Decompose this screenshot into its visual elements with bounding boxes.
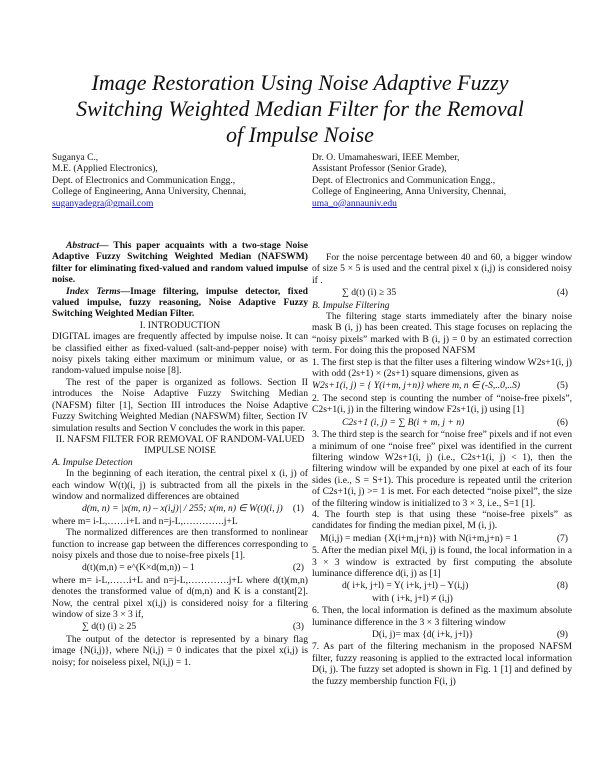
index-terms: Index Terms—Image filtering, impulse detector, fixed valued impulse, fuzzy reasoning, Noise Adaptive Fuzzy Switching Weighted Median Filter. bbox=[52, 285, 308, 320]
subsection-heading: B. Impulse Filtering bbox=[312, 299, 390, 311]
paragraph: where m= i-L,……i+L and n=j-L,………….j+L bbox=[52, 515, 238, 527]
step-3: 3. The third step is the search for “noise free” pixels and if not even a minimum of one “noise free” pixel was identified in the current filtering window W2s+1(i, j) (i.e., C2s+1(i, j) < 1), then the filtering window will be expanded by one pixel at each of its four sides (i.e., S = S+1). This procedure is repeated until the criterion of C2s+1(i, j) >= 1 is met. For each detected “noise pixel”, the size of the filtering window is initialized to 3 × 3, i.e., S=1 [1]. bbox=[312, 429, 572, 509]
author-name: Dr. O. Umamaheswari, IEEE Member, bbox=[312, 153, 460, 163]
paragraph: The filtering stage starts immediately after the binary noise mask B (i, j) has been created. This stage focuses on replacing the “noisy pixels” marked with B (i, j) = 0 by an estimated correction term. For doing this the proposed NAFSM bbox=[312, 311, 572, 357]
step-5: 5. After the median pixel M(i, j) is found, the local information in a 3 × 3 window is extracted by first computing the absolute luminance difference d(i, j) as [1] bbox=[312, 545, 572, 579]
equation-3: ∑ d(t) (i) ≥ 25 (3) bbox=[82, 621, 304, 633]
step-1: 1. The first step is that the filter uses a filtering window W2s+1(i, j) with odd (2s+1) × (2s+1) square dimensions, given as bbox=[312, 356, 572, 380]
author-email-link[interactable]: suganyadegra@gmail.com bbox=[52, 198, 154, 209]
equation-7: M(i,j) = median {X(i+m,j+n)} with N(i+m,j+n) = 1 (7) bbox=[320, 532, 568, 544]
paragraph: DIGITAL images are frequently affected by impulse noise. It can be classified either as fixed-valued (salt-and-pepper noise) with noisy pixels taking either maximum or minimum value, or as random-valued impulse noise [8]. bbox=[52, 331, 308, 377]
abstract: Abstract— This paper acquaints with a two-stage Noise Adaptive Fuzzy Switching Weighted Median (NAFSWM) filter for eliminating fixed-valued and random valued impulse noise. bbox=[52, 240, 308, 286]
paragraph: The rest of the paper is organized as follows. Section II introduces the Noise Adaptive Fuzzy Switching Median (NAFSM) filter [1], Section III introduces the Noise Adaptive Fuzzy Switching Weighted Median (NAFSWM) filter, Section IV simulation results and Section V concludes the work in this paper. bbox=[52, 376, 308, 434]
section-heading: I. INTRODUCTION bbox=[139, 319, 221, 331]
title-line-3: of Impulse Noise bbox=[226, 122, 374, 147]
equation-6: C2s+1 (i, j) = ∑ B(i + m, j + n) (6) bbox=[342, 416, 568, 428]
step-2: 2. The second step is counting the number of “noise-free pixels”, C2s+1(i, j) in the filtering window F2s+1(i, j) using [1] bbox=[312, 392, 572, 416]
author-degree: M.E. (Applied Electronics), bbox=[52, 164, 158, 175]
equation-9: D(i, j)= max {d( i+k, j+l)} (9) bbox=[372, 629, 568, 640]
author-dept: Dept. of Electronics and Communication Engg., bbox=[312, 175, 496, 186]
column-spacer bbox=[312, 192, 572, 252]
equation-2: d(t)(m,n) = e^(K×d(m,n)) – 1 (2) bbox=[82, 562, 304, 574]
author-role: Assistant Professor (Senior Grade), bbox=[312, 164, 447, 175]
equation-4: ∑ d(t) (i) ≥ 35 (4) bbox=[342, 287, 568, 299]
equation-1: d(m, n) = |x(m, n) – x(i,j)| / 255; x(m, n) ∈ W(t)(i, j) (1) bbox=[82, 503, 304, 515]
right-column bbox=[312, 192, 572, 687]
author-email-link[interactable]: uma_o@annauniv.edu bbox=[312, 198, 397, 209]
paragraph: The output of the detector is represented by a binary flag image {N(i,j)}, where N(i,j) = 0 indicates that the pixel x(i,j) is noisy; for noiseless pixel, N(i,j) = 1. bbox=[52, 633, 308, 668]
paragraph: In the beginning of each iteration, the central pixel x (i, j) of each window W(t)(i, j) is subtracted from all the pixels in the window and normalized differences are obtained bbox=[52, 468, 308, 502]
subsection-heading: A. Impulse Detection bbox=[52, 456, 133, 468]
step-4: 4. The fourth step is that using these “noise-free pixels” as candidates for finding the median pixel, M (i, j). bbox=[312, 508, 572, 532]
paragraph: The normalized differences are then transformed to nonlinear function to increase gap between the differences corresponding to noisy pixels and those due to noise-free pixels [1]. bbox=[52, 527, 308, 561]
paper-title bbox=[40, 70, 560, 148]
section-heading: II. NAFSM FILTER FOR REMOVAL OF RANDOM-VALUED IMPULSE NOISE bbox=[55, 433, 305, 457]
equation-8-condition: with ( i+k, j+l) ≠ (i,j) bbox=[372, 592, 453, 604]
step-6: 6. Then, the local information is defined as the maximum absolute luminance difference in the 3 × 3 filtering window bbox=[312, 605, 572, 628]
title-line-1: Image Restoration Using Noise Adaptive Fuzzy bbox=[91, 70, 509, 95]
step-7: 7. As part of the filtering mechanism in the proposed NAFSM filter, fuzzy reasoning is applied to the extracted local information D(i, j). The fuzzy set adopted is shown in Fig. 1 [1] and defined by the fuzzy membership function F(i, j) bbox=[312, 641, 572, 687]
paragraph: where m= i-L,……i+L and n=j-L,………….j+L where d(t)(m,n) denotes the transformed value of d(m,n) and K is a constant[2]. Now, the central pixel x(i,j) is considered noisy for a filtering window of size 3 × 3 if, bbox=[52, 574, 308, 620]
equation-8: d( i+k, j+l) = Y( i+k, j+l) – Y(i,j) (8) bbox=[342, 580, 568, 592]
author-college: College of Engineering, Anna University, Chennai, bbox=[52, 187, 247, 198]
equation-5: W2s+1(i, j) = { Y(i+m, j+n)} where m, n ∈ (-S,..0,..S) (5) bbox=[312, 380, 568, 392]
author-name: Suganya C., bbox=[52, 153, 99, 163]
left-column bbox=[52, 240, 308, 668]
author-college: College of Engineering, Anna University, Chennai, bbox=[312, 187, 507, 198]
author-left bbox=[52, 153, 246, 210]
author-dept: Dept. of Electronics and Communication Engg., bbox=[52, 175, 236, 186]
title-line-2: Switching Weighted Median Filter for the Removal bbox=[76, 96, 524, 121]
paragraph: For the noise percentage between 40 and 60, a bigger window of size 5 × 5 is used and the central pixel x (i,j) is considered noisy if . bbox=[312, 252, 572, 286]
